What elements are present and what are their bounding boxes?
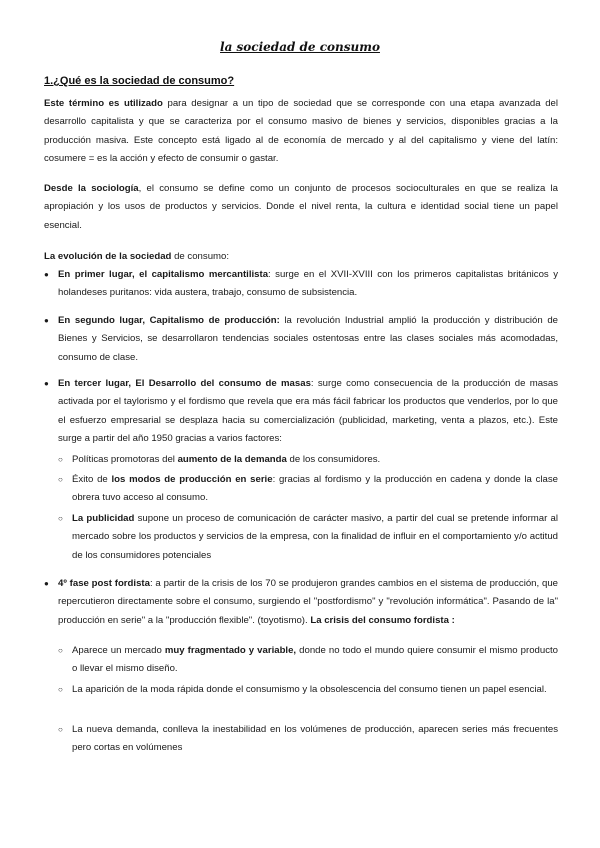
bullet-bold: En primer lugar, el capitalismo mercantilista	[58, 269, 269, 280]
bullet-item	[44, 575, 558, 630]
sub-bullet-item	[44, 471, 558, 508]
paragraph-definition	[44, 95, 558, 169]
bullet-item	[44, 375, 558, 449]
sub-bullet-text: supone un proceso de comunicación de carácter masivo, a partir del cual se pretende informar al mercado sobre los productos y servicios de la empresa, con la finalidad de influir en el comportamiento y/o actitud de los consumidores potenciales	[72, 513, 558, 561]
sub-bullet-item	[44, 681, 547, 699]
sub-bullet-text: de los consumidores.	[286, 454, 381, 465]
sub-bullet-text: Aparece un mercado	[72, 645, 165, 656]
sub-bullet-text: La aparición de la moda rápida donde el consumismo y la obsolescencia del consumo tienen un papel esencial.	[72, 684, 547, 695]
paragraph-sociology	[44, 180, 558, 235]
bullet-item	[44, 312, 558, 367]
paragraph-text: de consumo:	[171, 251, 230, 262]
section-heading: 1.¿Qué es la sociedad de consumo?	[44, 75, 235, 87]
sub-bullet-text: : gracias al fordismo y la producción en cadena y donde la clase obrera tuvo acceso al consumo.	[72, 474, 559, 504]
sub-bullet-item	[44, 721, 558, 758]
paragraph-bold: Este término es utilizado	[44, 98, 163, 109]
paragraph-evolution	[44, 248, 229, 266]
bullet-bold: 4º fase post fordista	[58, 578, 150, 589]
bullet-bold: En segundo lugar, Capitalismo de producción:	[58, 315, 280, 326]
sub-bullet-bold: aumento de la demanda	[177, 454, 287, 465]
bullet-text: la revolución Industrial amplió la producción y distribución de Bienes y Servicios, se desarrollaron tendencias sociales ostentosas entre las clases sociales más acomodadas, consumo de clase.	[58, 315, 558, 363]
paragraph-bold: La evolución de la sociedad	[44, 251, 172, 262]
sub-bullet-item	[44, 642, 558, 679]
bullet-text: : surge como consecuencia de la producción de masas activada por el taylorismo y el fordismo que revela que era más fácil fabricar los productos que venderlos, por lo que el esfuerzo empresarial se desplaza hacia su comercialización (publicidad, marketing, venta a plazos, etc.). Este surge a partir del año 1950 gracias a varios factores:	[58, 378, 558, 445]
paragraph-text: , el consumo se define como un conjunto de procesos socioculturales en que se realiza la apropiación y los usos de productos y servicios. Donde el nivel renta, la cultura e identidad social tiene un papel esencial.	[44, 183, 559, 231]
bullet-text: : a partir de la crisis de los 70 se produjeron grandes cambios en el sistema de producción, que repercutieron directamente sobre el consumo, surgiendo el "postfordismo" y "revolución informática". Pasando de la" producción en serie" a la "producción flexible". (toyotismo).	[58, 578, 559, 626]
bullet-bold: La crisis del consumo fordista :	[310, 614, 455, 626]
sub-bullet-text: La nueva demanda, conlleva la inestabilidad en los volúmenes de producción, aparecen series más frecuentes pero cortas en volúmenes	[72, 724, 558, 754]
sub-bullet-bold: los modos de producción en serie	[111, 474, 273, 485]
sub-bullet-text: donde no todo el mundo quiere consumir el mismo producto o llevar el mismo diseño.	[72, 645, 559, 675]
sub-bullet-bold: muy fragmentado y variable,	[164, 645, 297, 656]
sub-bullet-bold: La publicidad	[72, 513, 135, 524]
bullet-bold: En tercer lugar, El Desarrollo del consumo de masas	[58, 378, 311, 389]
bullet-text: : surge en el XVII-XVIII con los primeros capitalistas británicos y holandeses puritanos: vida austera, trabajo, consumo de subsistencia.	[58, 269, 558, 299]
sub-bullet-item	[44, 451, 380, 469]
document-title: la sociedad de consumo	[220, 40, 380, 54]
paragraph-text: para designar a un tipo de sociedad que se corresponde con una etapa avanzada del desarrollo capitalista y que se caracteriza por el consumo masivo de bienes y servicios, disponibles gracias a la producción masiva. Este concepto está ligado al de economía de mercado y al del capitalismo y viene del latín: cosumere = es la acción y efecto de consumir o gastar.	[44, 98, 558, 165]
sub-bullet-text: Éxito de	[72, 474, 112, 485]
sub-bullet-item	[44, 510, 558, 565]
sub-bullet-text: Políticas promotoras del	[72, 454, 178, 465]
paragraph-bold: Desde la sociología	[44, 183, 139, 194]
bullet-item	[44, 266, 558, 303]
